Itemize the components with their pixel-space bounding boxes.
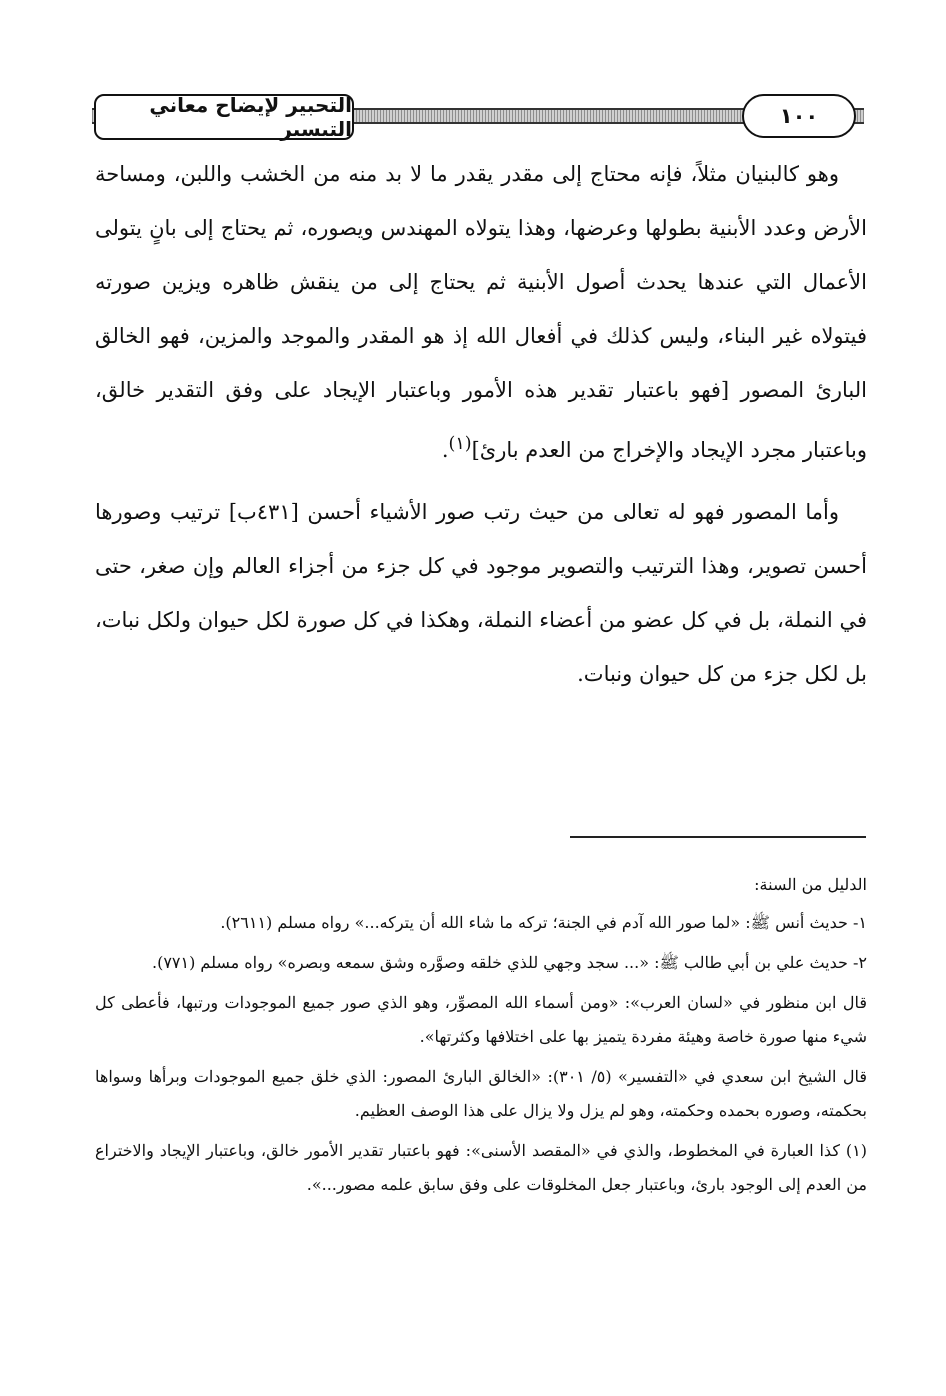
page-header — [92, 94, 864, 144]
footnote-1: (١) كذا العبارة في المخطوط، والذي في «المقصد الأسنى»: فهو باعتبار تقدير الأمور خالق، وباعتبار الإيجاد والاختراع من العدم إلى الوجود بارئ، وباعتبار جعل المخلوقات على وفق سابق علمه مصور...». — [95, 1141, 867, 1194]
main-text-body — [95, 147, 867, 701]
main-paragraph-2: وأما المصور فهو له تعالى من حيث رتب صور الأشياء أحسن [٤٣١ب] ترتيب وصورها أحسن تصوير، وهذا الترتيب والتصوير موجود في كل جزء من أجزاء العالم وإن صغر، حتى في النملة، بل في كل عضو من أعضاء النملة، وهكذا في كل صورة لكل حيوان ولكل نبات، بل لكل جزء من كل حيوان ونبات. — [95, 500, 867, 686]
main-paragraph-1-text: وهو كالبنيان مثلاً، فإنه محتاج إلى مقدر يقدر ما لا بد منه من الخشب واللبن، ومساحة الأرض وعدد الأبنية بطولها وعرضها، وهذا يتولاه المهندس ويصوره، ثم يحتاج إلى بانٍ يتولى الأعمال التي عندها يحدث أصول الأبنية ثم يحتاج إلى من ينقش ظاهره ويزين صورته فيتولاه غير البناء، وليس كذلك في أفعال الله إذ هو المقدر والموجد والمزين، فهو الخالق البارئ المصور [فهو باعتبار تقدير هذه الأمور وباعتبار الإيجاد على وفق التقدير خالق، وباعتبار مجرد الإيجاد والإخراج من العدم بارئ] — [95, 162, 867, 462]
note-ibn-saadi: قال الشيخ ابن سعدي في «التفسير» (٥/ ٣٠١): «الخالق البارئ المصور: الذي خلق جميع الموجودات وبرأها وسواها بحكمته، وصوره بحمده وحكمته، وهو لم يزل ولا يزال على هذا الوصف العظيم. — [95, 1067, 868, 1120]
notes-heading: الدليل من السنة: — [754, 875, 867, 894]
footnote-marker: (١) — [448, 434, 472, 454]
main-paragraph-1-end: . — [441, 438, 449, 462]
note-hadith-2: ٢- حديث علي بن أبي طالب ﷺ: «... سجد وجهي للذي خلقه وصوَّره وشق سمعه وبصره» رواه مسلم (٧٧١). — [151, 953, 867, 972]
page-number: ١٠٠ — [742, 94, 856, 138]
footnote-separator — [570, 836, 866, 838]
book-title: التحبير لإيضاح معاني التيسير — [94, 94, 354, 140]
note-hadith-1: ١- حديث أنس ﷺ: «لما صور الله آدم في الجنة؛ تركه ما شاء الله أن يتركه...» رواه مسلم (٢٦١١). — [220, 913, 867, 932]
footnotes-section — [95, 868, 867, 1208]
main-paragraph-1 — [95, 147, 867, 477]
note-ibn-manzur: قال ابن منظور في «لسان العرب»: «ومن أسماء الله المصوِّر، وهو الذي صور جميع الموجودات ورتبها، فأعطى كل شيء منها صورة خاصة وهيئة مفردة يتميز بها على اختلافها وكثرتها». — [95, 993, 867, 1046]
